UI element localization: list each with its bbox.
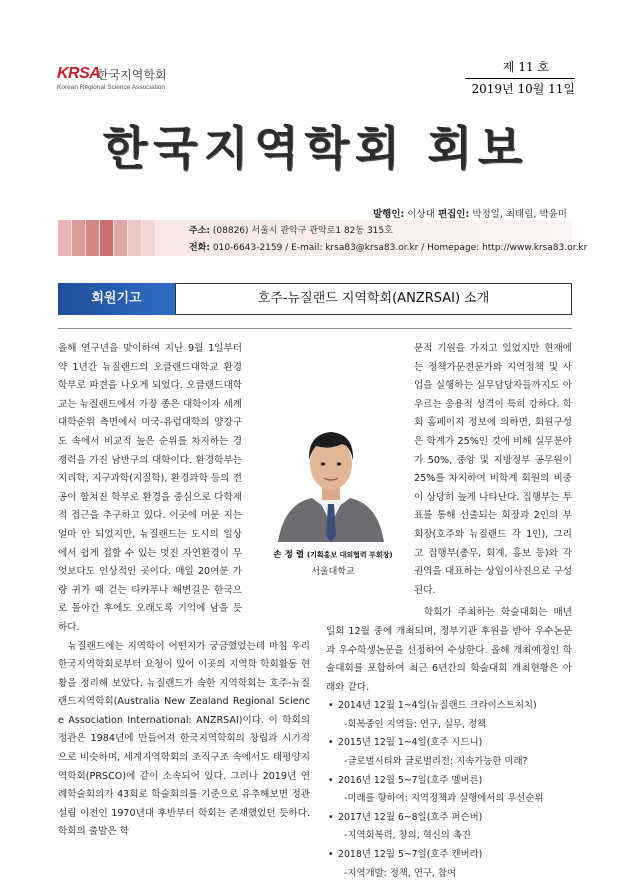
publisher-line — [373, 206, 567, 220]
address-value: (08826) 서울시 관악구 관악로1 82동 315호 — [212, 226, 393, 236]
color-block — [86, 220, 99, 256]
paragraph-4: 학회가 주최하는 학술대회는 매년 일회 12월 중에 개최되며, 정부기관 후원을 받아 우수논문과 우수학생논문을 선정하여 수상한다. 올해 개최예정인 학술대회를 포함하여 최근 6년간의 학술대회 개최현황은 아래와 같다. — [326, 607, 572, 693]
issue-info — [465, 58, 575, 97]
event-theme: -지역회복력, 창의, 혁신의 촉진 — [344, 830, 471, 842]
section-header — [58, 283, 572, 315]
color-block — [128, 220, 141, 256]
address-text — [189, 223, 587, 257]
paragraph-3: 문적 기원을 가지고 있었지만 현재에는 정책가문전문가와 지역정책 및 사업을 실행하는 실무담당자들까지도 아우르는 응용적 성격이 특히 강하다. 학회 홈페이지 정보에 의하면, 회원구성은 학계가 25%인 것에 비해 실무분야가 50%, 중앙 및 지방정부 공무원이 25%를 차지하여 비학계 회원의 비중이 상당히 높게 나타난다. 집행부는 투표를 통해 선출되는 회장과 2인의 부회장(호주와 뉴질랜드 각 1인), 그리고 집행부(총무, 회계, 홍보 등)와 각 권역을 대표하는 상임이사진으로 구성된다. — [414, 343, 572, 596]
photo-caption — [259, 548, 407, 577]
krsa-logo — [57, 65, 207, 95]
event-date: • 2018년 12월 5~7일(호주 캔버라) — [326, 846, 572, 865]
issue-date: 2019년 10월 11일 — [471, 82, 575, 96]
author-affiliation: 서울대학교 — [311, 567, 355, 577]
section-tab: 회원기고 — [58, 283, 175, 315]
color-block — [114, 220, 127, 256]
author-role: (기획홍보 대외협력 부회장) — [306, 551, 393, 559]
contact-value: 010-6643-2159 / E-mail: krsa83@krsa83.or.kr / Homepage: http://www.krsa83.or.kr — [212, 243, 588, 253]
editor-names: 박정일, 최태림, 박윤미 — [472, 209, 567, 220]
event-date: • 2015년 12월 1~4일(호주 시드니) — [326, 734, 572, 753]
address-band — [58, 220, 588, 256]
phone-label: 전화: — [189, 243, 210, 253]
author-name-line — [259, 548, 407, 560]
event-date: • 2017년 12월 6~8일(호주 퍼슨버) — [326, 809, 572, 828]
newsletter-title: 한국지역학회 회보 — [102, 121, 529, 175]
article-title: 호주-뉴질랜드 지역학회(ANZRSAI) 소개 — [175, 283, 572, 315]
publisher-label: 발행인: — [373, 209, 405, 220]
logo-mark: KRSA — [57, 65, 101, 82]
paragraph-1: 올해 연구년을 맞이하여 지난 9월 1일부터 약 1년간 뉴질랜드의 오클랜드대학교 환경학부로 파견을 나오게 되었다. 오클랜드대학교는 뉴질랜드에서 가장 종은 대학이자 세계대학순위 측면에서 미국-유럽대학의 양강구도 속에서 비교적 높은 순위를 차지하는 경쟁력을 가진 남반구의 대학이다. 환경학부는 지리학, 지구과학(지질학), 환경과학 등의 전공이 합쳐진 학부로 환경을 중심으로 다학제적 접근을 추구하고 있다. 이곳에 머문 지는 얼마 안 되었지만, 뉴질랜드는 도시의 일상에서 쉽게 접할 수 있는 멋진 자연환경이 무엇보다도 인상적인 곳이다. 매일 20여분 가량 귀가 때 걷는 타카푸나 해변길은 한국으로 돌아간 후에도 오래도록 기억에 남을 듯하다. — [58, 343, 242, 633]
color-block — [72, 220, 85, 256]
editor-label: 편집인: — [437, 209, 470, 220]
event-date: • 2014년 12월 1~4일(뉴질랜드 크라이스트처치) — [326, 697, 572, 716]
paragraph-2: 뉴질랜드에는 지역학이 어떤지가 궁금했었는데 마침 우리 한국지역학회로부터 요청이 있어 이곳의 지역학 학회활동 현황을 정리해 보았다. 뉴질랜드가 속한 지역학회는 호주-뉴질랜드지역학회(Australia New Zealand Regional Science Association International: ANZRSAI)이다. 이 학회의 정관은 1984년에 만들어져 한국지역학회의 창립과 시기적으로 비슷하며, 세계지역학회의 조직구조 속에서도 태평양지역학회(PRSCO)에 같이 소속되어 있다. 그러나 2019년 연례학술회의가 43회로 학술회의를 기준으로 유추해보면 정관설립 이전인 1970년대 후반부터 학회는 존재했었던 듯하다. 학회의 출발은 학 — [58, 640, 310, 838]
issue-number: 제 11 호 — [502, 60, 549, 74]
color-block — [142, 220, 155, 256]
address-label: 주소: — [189, 226, 210, 236]
color-block — [58, 220, 71, 256]
event-theme: -지역개발: 정책, 연구, 참여 — [344, 867, 457, 879]
author-name: 손 정 렬 — [273, 550, 304, 560]
event-theme: -글로벌시티와 글로벌리전: 지속가능한 미래? — [344, 756, 528, 768]
issue-divider — [465, 78, 575, 79]
author-photo — [270, 412, 392, 542]
event-date: • 2016년 12월 5~7일(호주 멜버른) — [326, 772, 572, 791]
conference-list — [326, 697, 572, 883]
logo-name: 한국지역학회 — [97, 68, 167, 82]
color-block — [100, 220, 113, 256]
logo-english-name: Korean Regional Science Association — [57, 84, 166, 91]
color-blocks — [58, 220, 156, 256]
publisher-name: 이상대 — [407, 209, 435, 220]
event-theme: -미래를 향하여: 지역정책과 실행에서의 우선순위 — [344, 793, 544, 805]
event-theme: -회복중인 지역들: 연구, 실무, 정책 — [344, 718, 487, 730]
section-divider — [58, 328, 572, 329]
